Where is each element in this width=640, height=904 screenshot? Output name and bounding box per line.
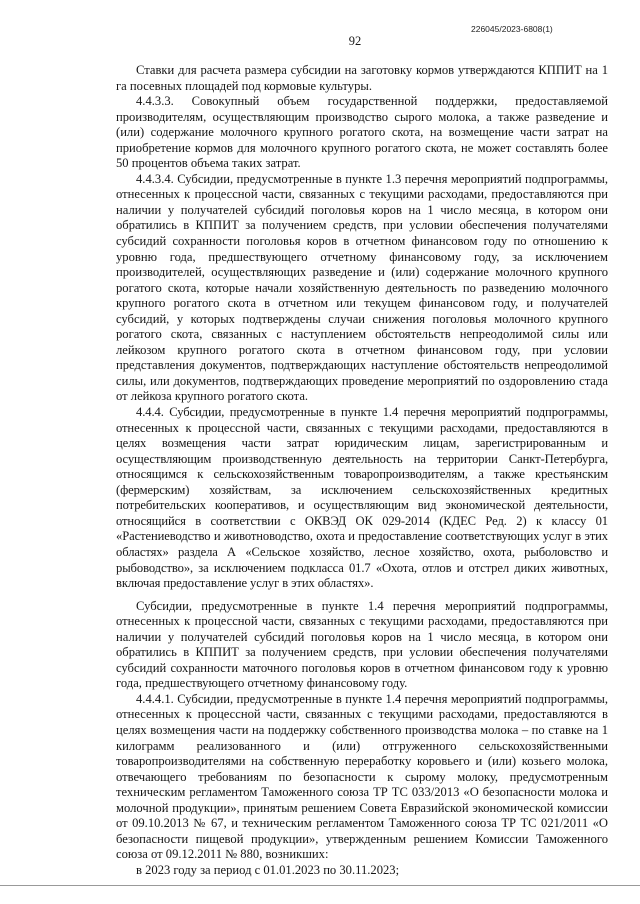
page-number	[0, 34, 640, 49]
paragraph-period-2023: в 2023 году за период с 01.01.2023 по 30.11.2023;	[136, 862, 400, 877]
paragraph-4-4-4: 4.4.4. Субсидии, предусмотренные в пункте 1.4 перечня мероприятий подпрограммы, отнесенных к процессной части, связанных с текущими расходами, предоставляются в целях возмещения части затрат юридическим лицам, зарегистрированным и осуществляющим производственную деятельность на территории Санкт-Петербурга, относящимся к сельскохозяйственным товаропроизводителям, а также крестьянским (фермерским) хозяйствам, за исключением сельскохозяйственных кредитных потребительских кооперативов, и осуществляющим вид экономической деятельности, относящийся в соответствии с ОКВЭД ОК 029-2014 (КДЕС Ред. 2) к классу 01 «Растениеводство и животноводство, охота и предоставление соответствующих услуг в этих областях» раздела А «Сельское хозяйство, лесное хозяйство, охота, рыболовство и рыбоводство», за исключением подкласса 01.7 «Охота, отлов и отстрел диких животных, включая предоставление услуг в этих областях».	[116, 405, 608, 591]
page-bottom-divider	[0, 885, 640, 886]
document-registration-number: 226045/2023-6808(1)	[471, 24, 553, 34]
paragraph-4-4-3-4: 4.4.3.4. Субсидии, предусмотренные в пункте 1.3 перечня мероприятий подпрограммы, отнесенных к процессной части, связанных с текущими расходами, предоставляются при наличии у получателей субсидий поголовья коров на 1 число месяца, в котором они обратились в КППИТ за получением средств, при условии обеспечения получателями субсидий сохранности поголовья коров в отчетном финансовом году по отношению к уровню года, предшествующего отчетному финансовому году, за исключением производителей, осуществляющих разведение и (или) содержание молочного крупного рогатого скота, которые начали хозяйственную деятельность по разведению молочного крупного рогатого скота в отчетном или текущем финансовом году, и получателей субсидий, у которых подтверждены случаи снижения поголовья молочного крупного рогатого скота, связанных с наступлением обстоятельств непреодолимой силы или лейкозом крупного рогатого скота в отчетном финансовом году, при условии представления документов, подтверждающих наступление обстоятельств непреодолимой силы, или документов, подтверждающих проведение мероприятий по оздоровлению стада от лейкоза крупного рогатого скота.	[116, 171, 608, 404]
paragraph-4-4-3-3: 4.4.3.3. Совокупный объем государственной поддержки, предоставляемой производителям, осуществляющим производство сырого молока, а также разведение и (или) содержание молочного крупного рогатого скота, на возмещение части затрат на приобретение кормов для молочного крупного рогатого скота, не может составлять более 50 процентов объема таких затрат.	[116, 94, 608, 171]
paragraph-4-4-4-1: 4.4.4.1. Субсидии, предусмотренные в пункте 1.4 перечня мероприятий подпрограммы, отнесенных к процессной части, связанных с текущими расходами, предоставляются в целях возмещения части на поддержку собственного производства молока – по ставке на 1 килограмм реализованного и (или) отгруженного сельскохозяйственными товаропроизводителями на собственную переработку коровьего и (или) козьего молока, отвечающего требованиям по безопасности к сырому молоку, предусмотренным техническим регламентом Таможенного союза ТР ТС 033/2013 «О безопасности молока и молочной продукции», принятым решением Совета Евразийской экономической комиссии от 09.10.2013 № 67, и техническим регламентом Таможенного союза ТР ТС 021/2011 «О безопасности пищевой продукции», утвержденным решением Комиссии Таможенного союза от 09.12.2011 № 880, возникших:	[116, 691, 608, 862]
paragraph-subsidies-1-4: Субсидии, предусмотренные в пункте 1.4 перечня мероприятий подпрограммы, отнесенных к процессной части, связанных с текущими расходами, предоставляются при наличии у получателей субсидий поголовья коров на 1 число месяца, в котором они обратились в КППИТ за получением средств, при условии обеспечения получателями субсидий сохранности маточного поголовья коров в отчетном финансовом году к уровню года, предшествующего отчетному финансовому году.	[116, 598, 608, 691]
document-body	[116, 63, 608, 878]
paragraph-feed-rates: Ставки для расчета размера субсидии на заготовку кормов утверждаются КППИТ на 1 га посевных площадей под кормовые культуры.	[116, 63, 608, 93]
page-number-text: 92	[348, 34, 362, 48]
